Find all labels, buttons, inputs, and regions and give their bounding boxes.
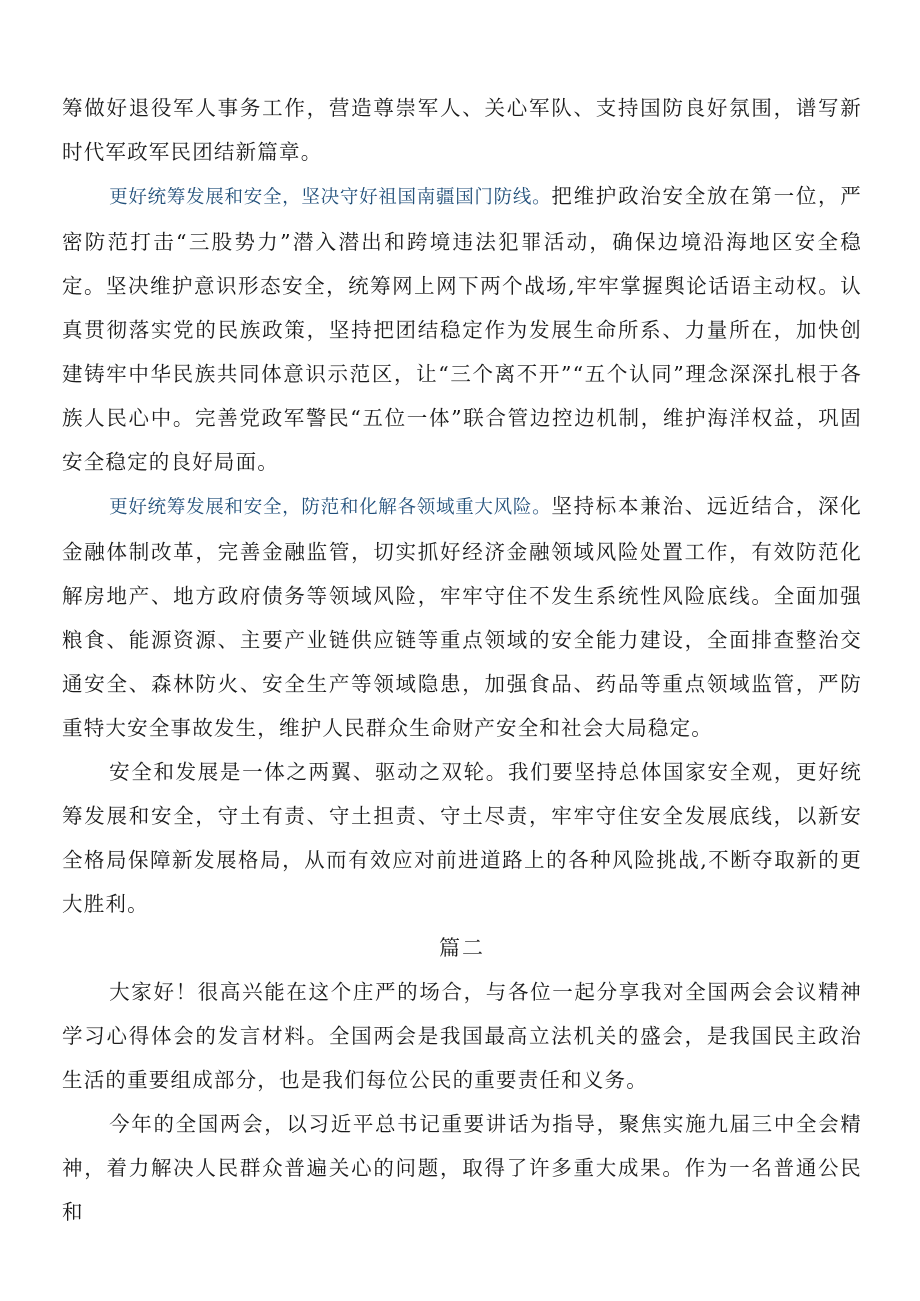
paragraph-text: 大家好！很高兴能在这个庄严的场合，与各位一起分享我对全国两会会议精神学习心得体会的发言材料。全国两会是我国最高立法机关的盛会，是我国民主政治生活的重要组成部分，也是我们每位公民的重要责任和义务。: [62, 980, 862, 1092]
paragraph-two-sessions: [62, 1102, 862, 1234]
paragraph-border-security: [62, 174, 862, 484]
paragraph-text: 坚持标本兼治、远近结合，深化金融体制改革，完善金融监管，切实抓好经济金融领域风险处置工作，有效防范化解房地产、地方政府债务等领域风险，牢牢守住不发生系统性风险底线。全面加强粮食、能源资源、主要产业链供应链等重点领域的安全能力建设，全面排查整治交通安全、森林防火、安全生产等领域隐患，加强食品、药品等重点领域监管，严防重特大安全事故发生，维护人民群众生命财产安全和社会大局稳定。: [62, 494, 862, 740]
paragraph-text: 今年的全国两会，以习近平总书记重要讲话为指导，聚焦实施九届三中全会精神，着力解决人民群众普遍关心的问题，取得了许多重大成果。作为一名普通公民和: [62, 1112, 862, 1224]
paragraph-continuation: [62, 86, 862, 174]
paragraph-text: 安全和发展是一体之两翼、驱动之双轮。我们要坚持总体国家安全观，更好统筹发展和安全，守土有责、守土担责、守土尽责，牢牢守住安全发展底线，以新安全格局保障新发展格局，从而有效应对前进道路上的各种风险挑战,不断夺取新的更大胜利。: [62, 760, 862, 916]
paragraph-risk-prevention: [62, 484, 862, 750]
paragraph-conclusion: [62, 750, 862, 926]
paragraph-greeting: [62, 970, 862, 1102]
document-page: [62, 86, 862, 1234]
paragraph-text: 把维护政治安全放在第一位，严密防范打击“三股势力”潜入潜出和跨境违法犯罪活动，确保边境沿海地区安全稳定。坚决维护意识形态安全，统筹网上网下两个战场,牢牢掌握舆论话语主动权。认真贯彻落实党的民族政策，坚持把团结稳定作为发展生命所系、力量所在，加快创建铸牢中华民族共同体意识示范区，让“三个离不开”“五个认同”理念深深扎根于各族人民心中。完善党政军警民“五位一体”联合管边控边机制，维护海洋权益，巩固安全稳定的良好局面。: [62, 184, 862, 474]
paragraph-lead-heading: 更好统筹发展和安全，坚决守好祖国南疆国门防线。: [109, 187, 552, 208]
paragraph-lead-heading: 更好统筹发展和安全，防范和化解各领域重大风险。: [109, 497, 552, 518]
section-heading: 篇二: [439, 936, 485, 960]
paragraph-text: 筹做好退役军人事务工作，营造尊崇军人、关心军队、支持国防良好氛围，谱写新时代军政军民团结新篇章。: [62, 96, 862, 164]
